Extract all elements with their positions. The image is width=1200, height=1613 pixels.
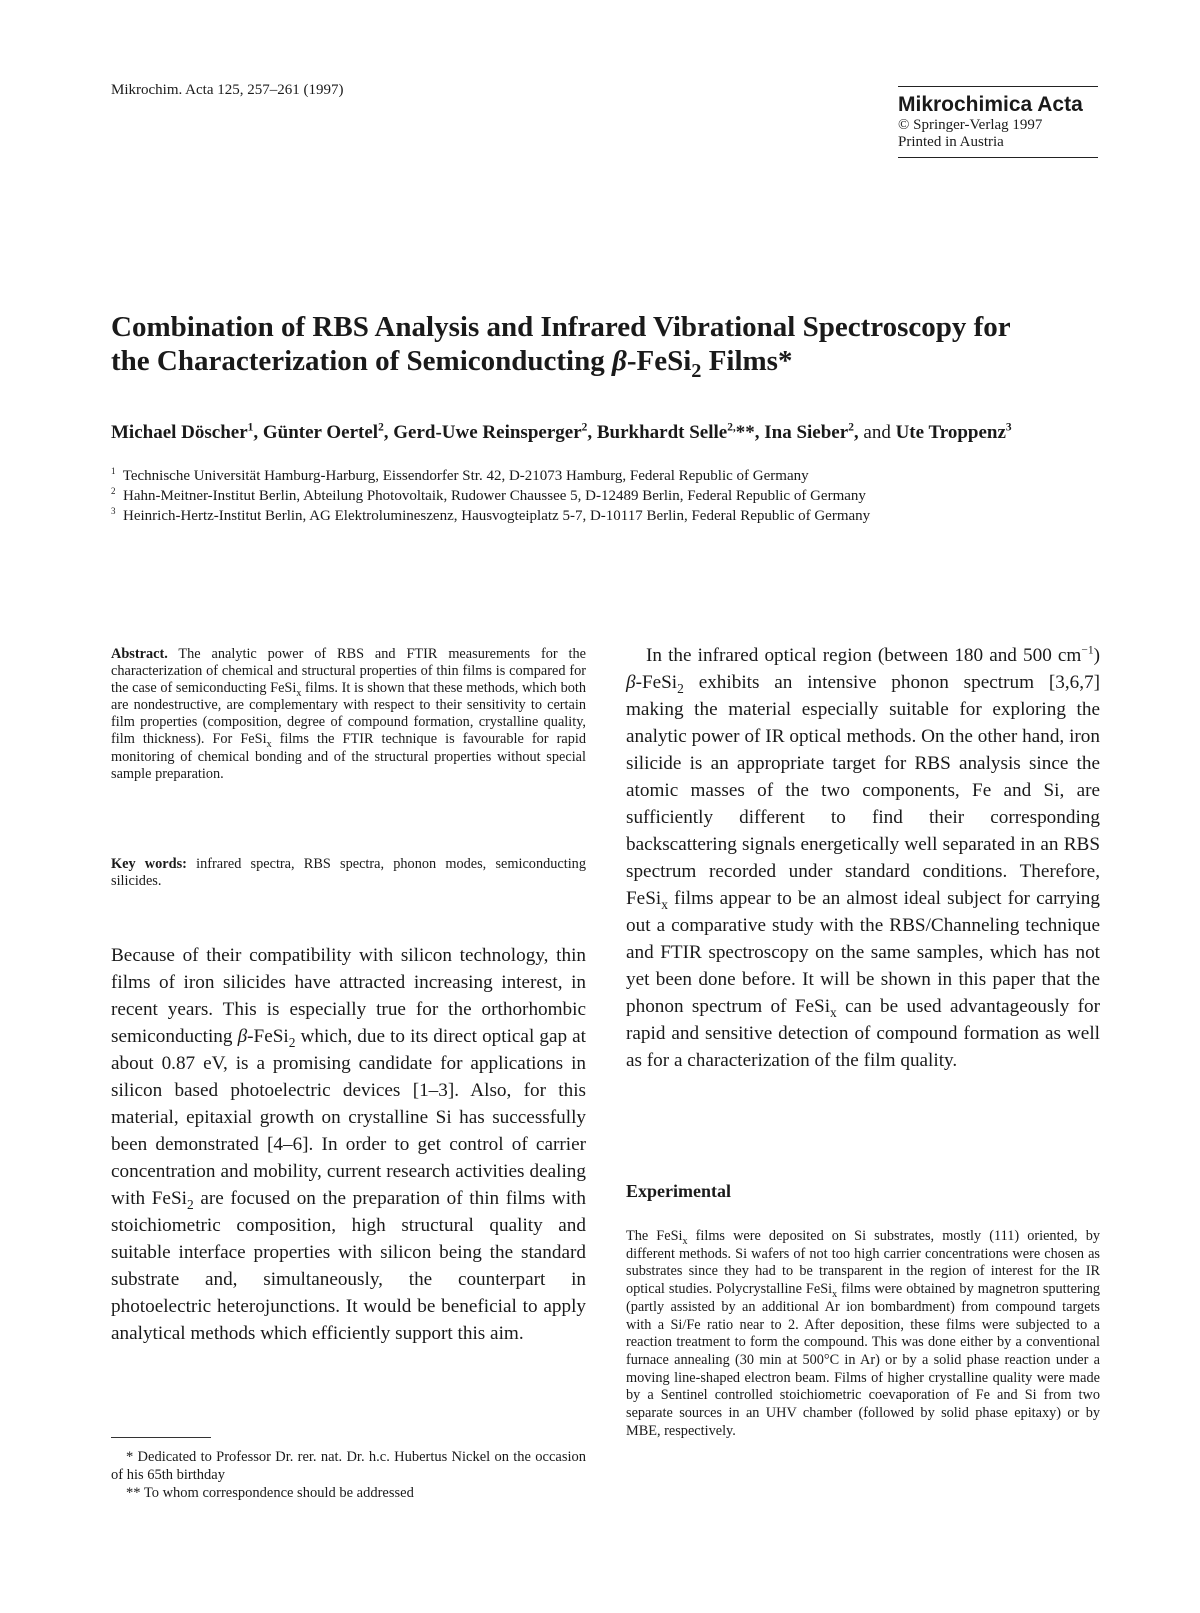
copyright-line: © Springer-Verlag 1997 xyxy=(898,117,1043,133)
author: Ute Troppenz xyxy=(895,422,1006,443)
journal-name: Mikrochimica Acta xyxy=(898,93,1083,116)
paper-title xyxy=(111,310,1091,382)
footnote: * Dedicated to Professor Dr. rer. nat. Dr. h.c. Hubertus Nickel on the occasion of his 65th birthday xyxy=(111,1449,586,1483)
journal-box xyxy=(898,86,1098,158)
footnote-divider xyxy=(111,1437,211,1438)
introduction-text: Because of their compatibility with silicon technology, thin films of iron silicides have attracted increasing interest, in recent years. This is especially true for the orthorhombic semiconducting β-FeSi$_2$ which, due to its direct optical gap at about 0.87 eV, is a promising candidate for applications in silicon based photoelectric devices [1–3]. Also, for this material, epitaxial growth on crystalline Si has successfully been demonstrated [4–6]. In order to get control of carrier concentration and mobility, current research activities dealing with FeSi$_2$ are focused on the preparation of thin films with stoichiometric composition, high structural quality and suitable interface properties with silicon being the standard substrate and, simultaneously, the counterpart in photoelectric heterojunctions. It would be beneficial to apply analytical methods which efficiently support this aim. xyxy=(111,945,586,1344)
affiliation: $^3$ Heinrich-Hertz-Institut Berlin, AG Elektrolumineszenz, Hausvogteiplatz 5-7, D-10117 Berlin, Federal Republic of Germany xyxy=(111,506,871,524)
title-line-2: the Characterization of Semiconducting β-FeSi$_2$ Films* xyxy=(111,345,793,382)
author: Ina Sieber xyxy=(764,422,849,443)
footnotes xyxy=(111,1448,586,1502)
affiliations xyxy=(111,466,1111,526)
affiliation: $^1$ Technische Universität Hamburg-Harburg, Eissendorfer Str. 42, D-21073 Hamburg, Federal Republic of Germany xyxy=(111,466,809,484)
experimental-text: The FeSi$_x$ films were deposited on Si substrates, mostly (111) oriented, by different methods. Si wafers of not too high carrier concentrations were chosen as substrates since they had to be transparent in the region of interest for the IR optical studies. Polycrystalline FeSi$_x$ films were obtained by magnetron sputtering (partly assisted by an additional Ar ion bombardment) from compound targets with a Si/Fe ratio near to 2. After deposition, these films were subjected to a reaction treatment to form the compound. This was done either by a conventional furnace annealing (30 min at 500°C in Ar) or by a solid phase reaction under a moving line-shaped electron beam. Films of higher crystalline quality were made by a Sentinel controlled stoichiometric coevaporation of Fe and Si from two separate sources in an UHV chamber (followed by solid phase epitaxy) or by MBE, respectively. xyxy=(626,1228,1100,1439)
journal-citation: Mikrochim. Acta 125, 257–261 (1997) xyxy=(111,82,344,98)
section-heading-experimental: Experimental xyxy=(626,1181,731,1201)
keywords: Key words: infrared spectra, RBS spectra, phonon modes, semiconducting silicides. xyxy=(111,856,586,890)
abstract-label: Abstract. xyxy=(111,646,168,662)
author: Gerd-Uwe Reinsperger xyxy=(393,422,582,443)
abstract: Abstract. The analytic power of RBS and FTIR measurements for the characterization of chemical and structural properties of thin films is compared for the case of semiconducting FeSi$_x$ films. It is shown that these methods, which both are nondestructive, are complementary with respect to their sensitivity to certain film properties (composition, degree of compound formation, crystalline quality, film thickness). For FeSi$_x$ films the FTIR technique is favourable for rapid monitoring of chemical bonding and of the structural properties without special sample preparation. xyxy=(111,646,586,782)
introduction-continued: In the infrared optical region (between 180 and 500 $cm^{-1}$) β-FeSi$_2$ exhibits an intensive phonon spectrum [3,6,7] making the material especially suitable for exploring the analytic power of IR optical methods. On the other hand, iron silicide is an appropriate target for RBS analysis since the atomic masses of the two components, Fe and Si, are sufficiently different to find their corresponding backscattering signals energetically well separated in an RBS spectrum recorded under standard conditions. Therefore, FeSi$_x$ films appear to be an almost ideal subject for carrying out a comparative study with the RBS/Channeling technique and FTIR spectroscopy on the same samples, which has not yet been done before. It will be shown in this paper that the phonon spectrum of FeSi$_x$ can be used advantageously for rapid and sensitive detection of compound formation as well as for a characterization of the film quality. xyxy=(626,644,1100,1071)
keywords-label: Key words: xyxy=(111,856,187,872)
title-line-1: Combination of RBS Analysis and Infrared Vibrational Spectroscopy for xyxy=(111,311,1011,343)
affiliation: $^2$ Hahn-Meitner-Institut Berlin, Abteilung Photovoltaik, Rudower Chaussee 5, D-12489 Berlin, Federal Republic of Germany xyxy=(111,486,866,504)
printed-line: Printed in Austria xyxy=(898,134,1004,150)
author: Michael Döscher xyxy=(111,422,248,443)
author-list: Michael Döscher$^1$, Günter Oertel$^2$, Gerd-Uwe Reinsperger$^2$, Burkhardt Selle$^{2,}$**, Ina Sieber$^2$, and Ute Troppenz$^3$ xyxy=(111,421,1012,443)
author: Günter Oertel xyxy=(262,422,379,443)
author: Burkhardt Selle xyxy=(596,422,728,443)
footnote: ** To whom correspondence should be addressed xyxy=(126,1485,414,1501)
